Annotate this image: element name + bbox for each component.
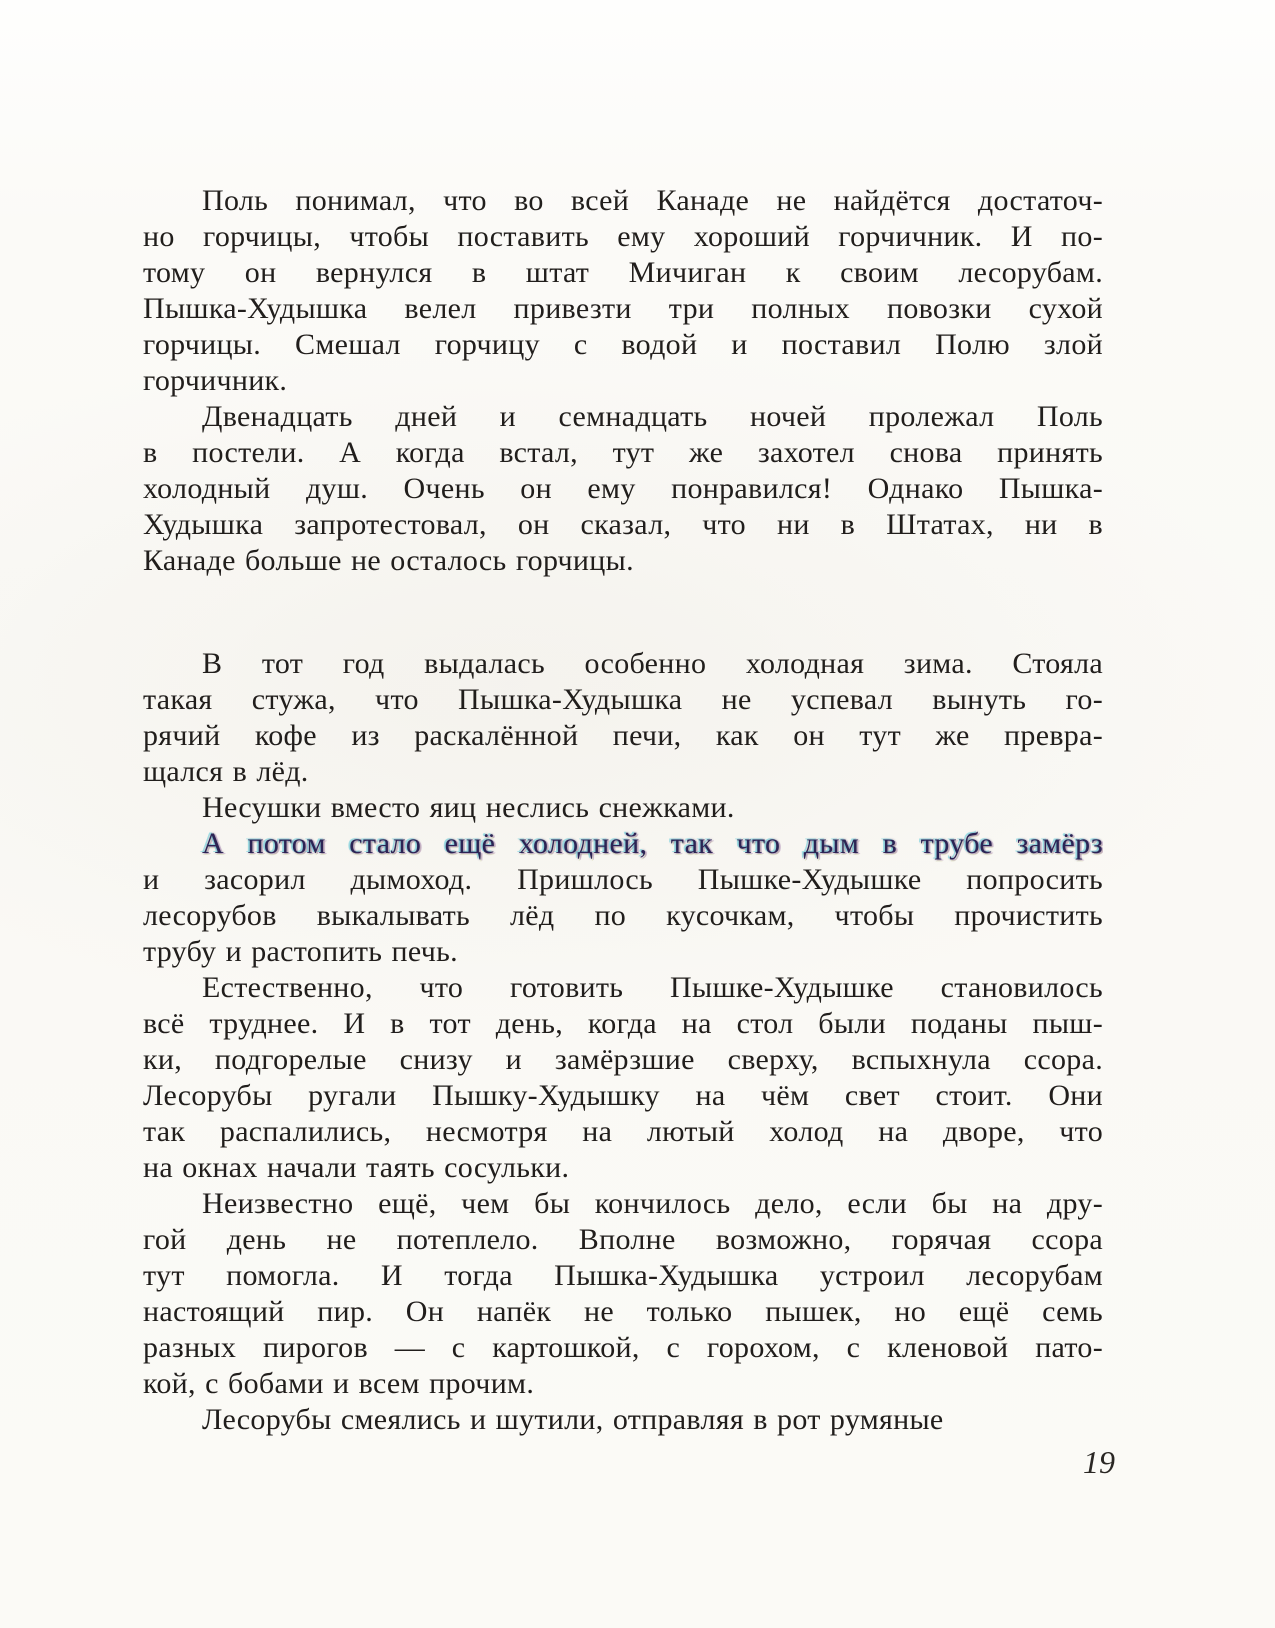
text-line: такая стужа, что Пышка-Худышка не успевал вынуть го- [143,683,1103,716]
text-line: В тот год выдалась особенно холодная зима. Стояла [202,647,1103,680]
text-line: трубу и растопить печь. [143,935,458,968]
text-line: всё труднее. И в тот день, когда на стол были поданы пыш- [143,1007,1103,1040]
text-line: кой, с бобами и всем прочим. [143,1367,535,1400]
text-line: Лесорубы смеялись и шутили, отправляя в рот румяные [202,1403,944,1436]
paragraph [143,399,1103,579]
text-line: так распалились, несмотря на лютый холод на дворе, что [143,1115,1103,1148]
paragraph [143,790,1103,826]
text-line: щался в лёд. [143,755,309,788]
text-line: тут помогла. И тогда Пышка-Худышка устроил лесорубам [143,1259,1103,1292]
text-line: гой день не потеплело. Вполне возможно, горячая ссора [143,1223,1103,1256]
page-number: 19 [1083,1444,1115,1480]
text-line: рячий кофе из раскалённой печи, как он тут же превра- [143,719,1103,752]
text-line: но горчицы, чтобы поставить ему хороший горчичник. И по- [143,220,1103,253]
text-line: горчицы. Смешал горчицу с водой и поставил Полю злой [143,328,1103,361]
paragraph [143,646,1103,790]
paragraph [143,1186,1103,1402]
text-line: лесорубов выкалывать лёд по кусочкам, чтобы прочистить [143,899,1103,932]
text-line: холодный душ. Очень он ему понравился! Однако Пышка- [143,472,1103,505]
text-line: тому он вернулся в штат Мичиган к своим лесорубам. [143,256,1103,289]
text-line: Несушки вместо яиц неслись снежками. [202,791,735,824]
text-line: горчичник. [143,364,288,397]
text-line: Пышка-Худышка велел привезти три полных повозки сухой [143,292,1103,325]
text-line: Неизвестно ещё, чем бы кончилось дело, если бы на дру- [202,1187,1103,1220]
paragraph [143,183,1103,399]
text-line: настоящий пир. Он напёк не только пышек, но ещё семь [143,1295,1103,1328]
text-line: Естественно, что готовить Пышке-Худышке становилось [202,971,1103,1004]
text-line: Поль понимал, что во всей Канаде не найдётся достаточ- [202,184,1103,217]
text-line: разных пирогов — с картошкой, с горохом, с кленовой пато- [143,1331,1103,1364]
text-line: и засорил дымоход. Пришлось Пышке-Худышке попросить [143,863,1103,896]
text-line: Двенадцать дней и семнадцать ночей пролежал Поль [202,400,1103,433]
text-line-misprint: А потом стало ещё холодней, так что дым в трубе замёрз [202,827,1103,860]
text-line: в постели. А когда встал, тут же захотел снова принять [143,436,1103,469]
paragraph [143,1402,1103,1438]
text-line: Лесорубы ругали Пышку-Худышку на чём свет стоит. Они [143,1079,1103,1112]
paragraph [143,826,1103,970]
paragraph [143,970,1103,1186]
text-line: Худышка запротестовал, он сказал, что ни в Штатах, ни в [143,508,1103,541]
page-text [143,183,1103,1438]
text-line: Канаде больше не осталось горчицы. [143,544,634,577]
text-line: на окнах начали таять сосульки. [143,1151,570,1184]
text-line: ки, подгорелые снизу и замёрзшие сверху, вспыхнула ссора. [143,1043,1103,1076]
